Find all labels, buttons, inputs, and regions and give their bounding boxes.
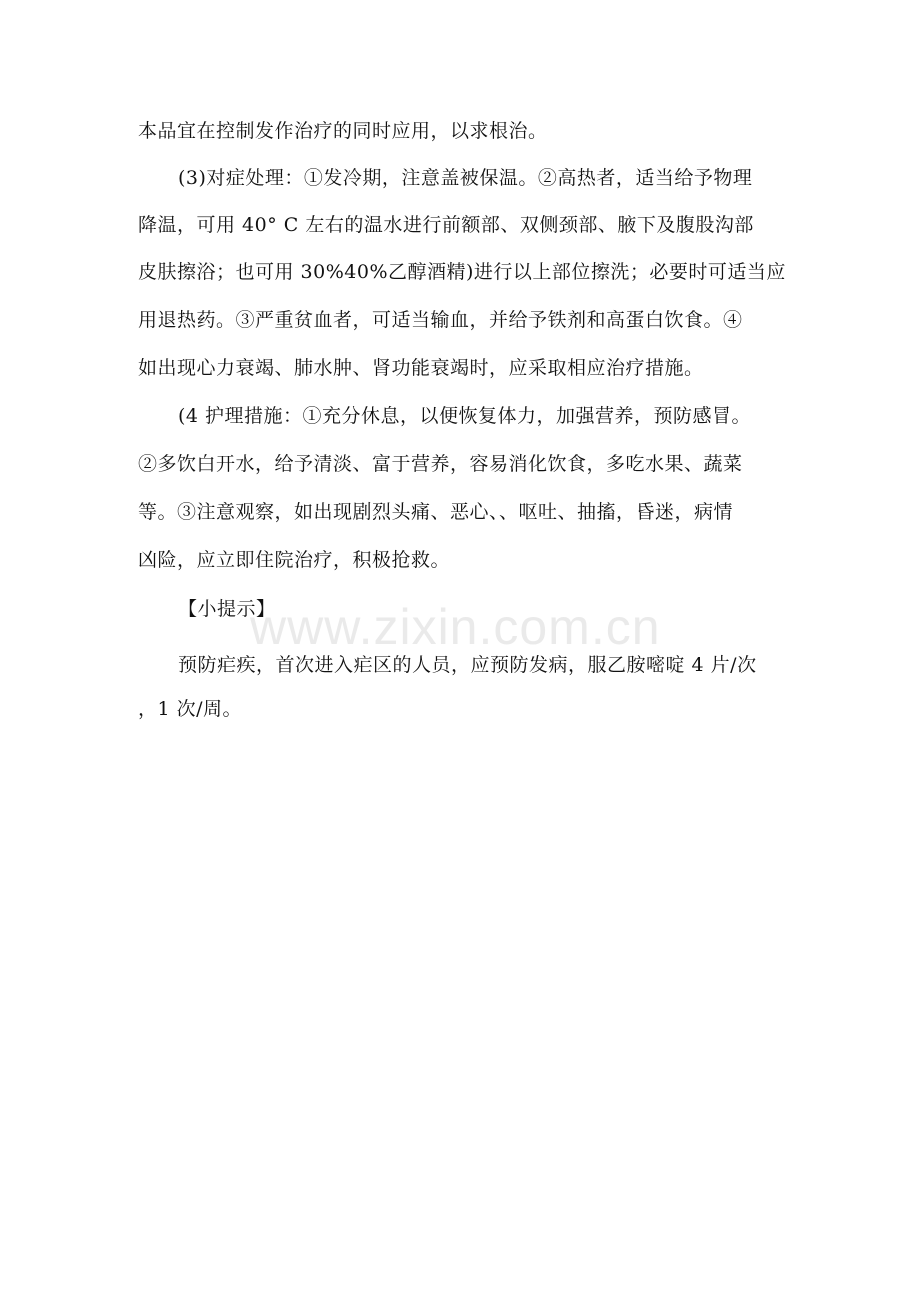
text-line-4: 皮肤擦浴；也可用 30%40%乙醇酒精)进行以上部位擦洗；必要时可适当应: [138, 261, 786, 283]
text-line-2: (3)对症处理：①发冷期，注意盖被保温。②高热者，适当给予物理: [178, 167, 753, 189]
text-line-6: 如出现心力衰竭、肺水肿、肾功能衰竭时，应采取相应治疗措施。: [138, 357, 704, 379]
text-line-13: ，1 次/周。: [138, 698, 243, 720]
section-heading-tip: 【小提示】: [178, 598, 276, 620]
text-line-3: 降温，可用 40° C 左右的温水进行前额部、双侧颈部、腋下及腹股沟部: [138, 214, 754, 236]
watermark: www.zixin.com.cn: [250, 599, 661, 655]
text-line-1: 本品宜在控制发作治疗的同时应用，以求根治。: [138, 120, 548, 142]
text-line-9: 等。③注意观察，如出现剧烈头痛、恶心、、呕吐、抽搐，昏迷，病情: [138, 501, 734, 523]
text-line-12: 预防疟疾，首次进入疟区的人员，应预防发病，服乙胺嘧啶 4 片/次: [178, 654, 757, 676]
text-line-10: 凶险，应立即住院治疗，积极抢救。: [138, 549, 451, 571]
text-line-8: ②多饮白开水，给予清淡、富于营养，容易消化饮食，多吃水果、蔬菜: [138, 453, 743, 475]
text-line-5: 用退热药。③严重贫血者，可适当输血，并给予铁剂和高蛋白饮食。④: [138, 309, 743, 331]
text-line-7: (4 护理措施：①充分休息，以便恢复体力，加强营养，预防感冒。: [178, 405, 752, 427]
